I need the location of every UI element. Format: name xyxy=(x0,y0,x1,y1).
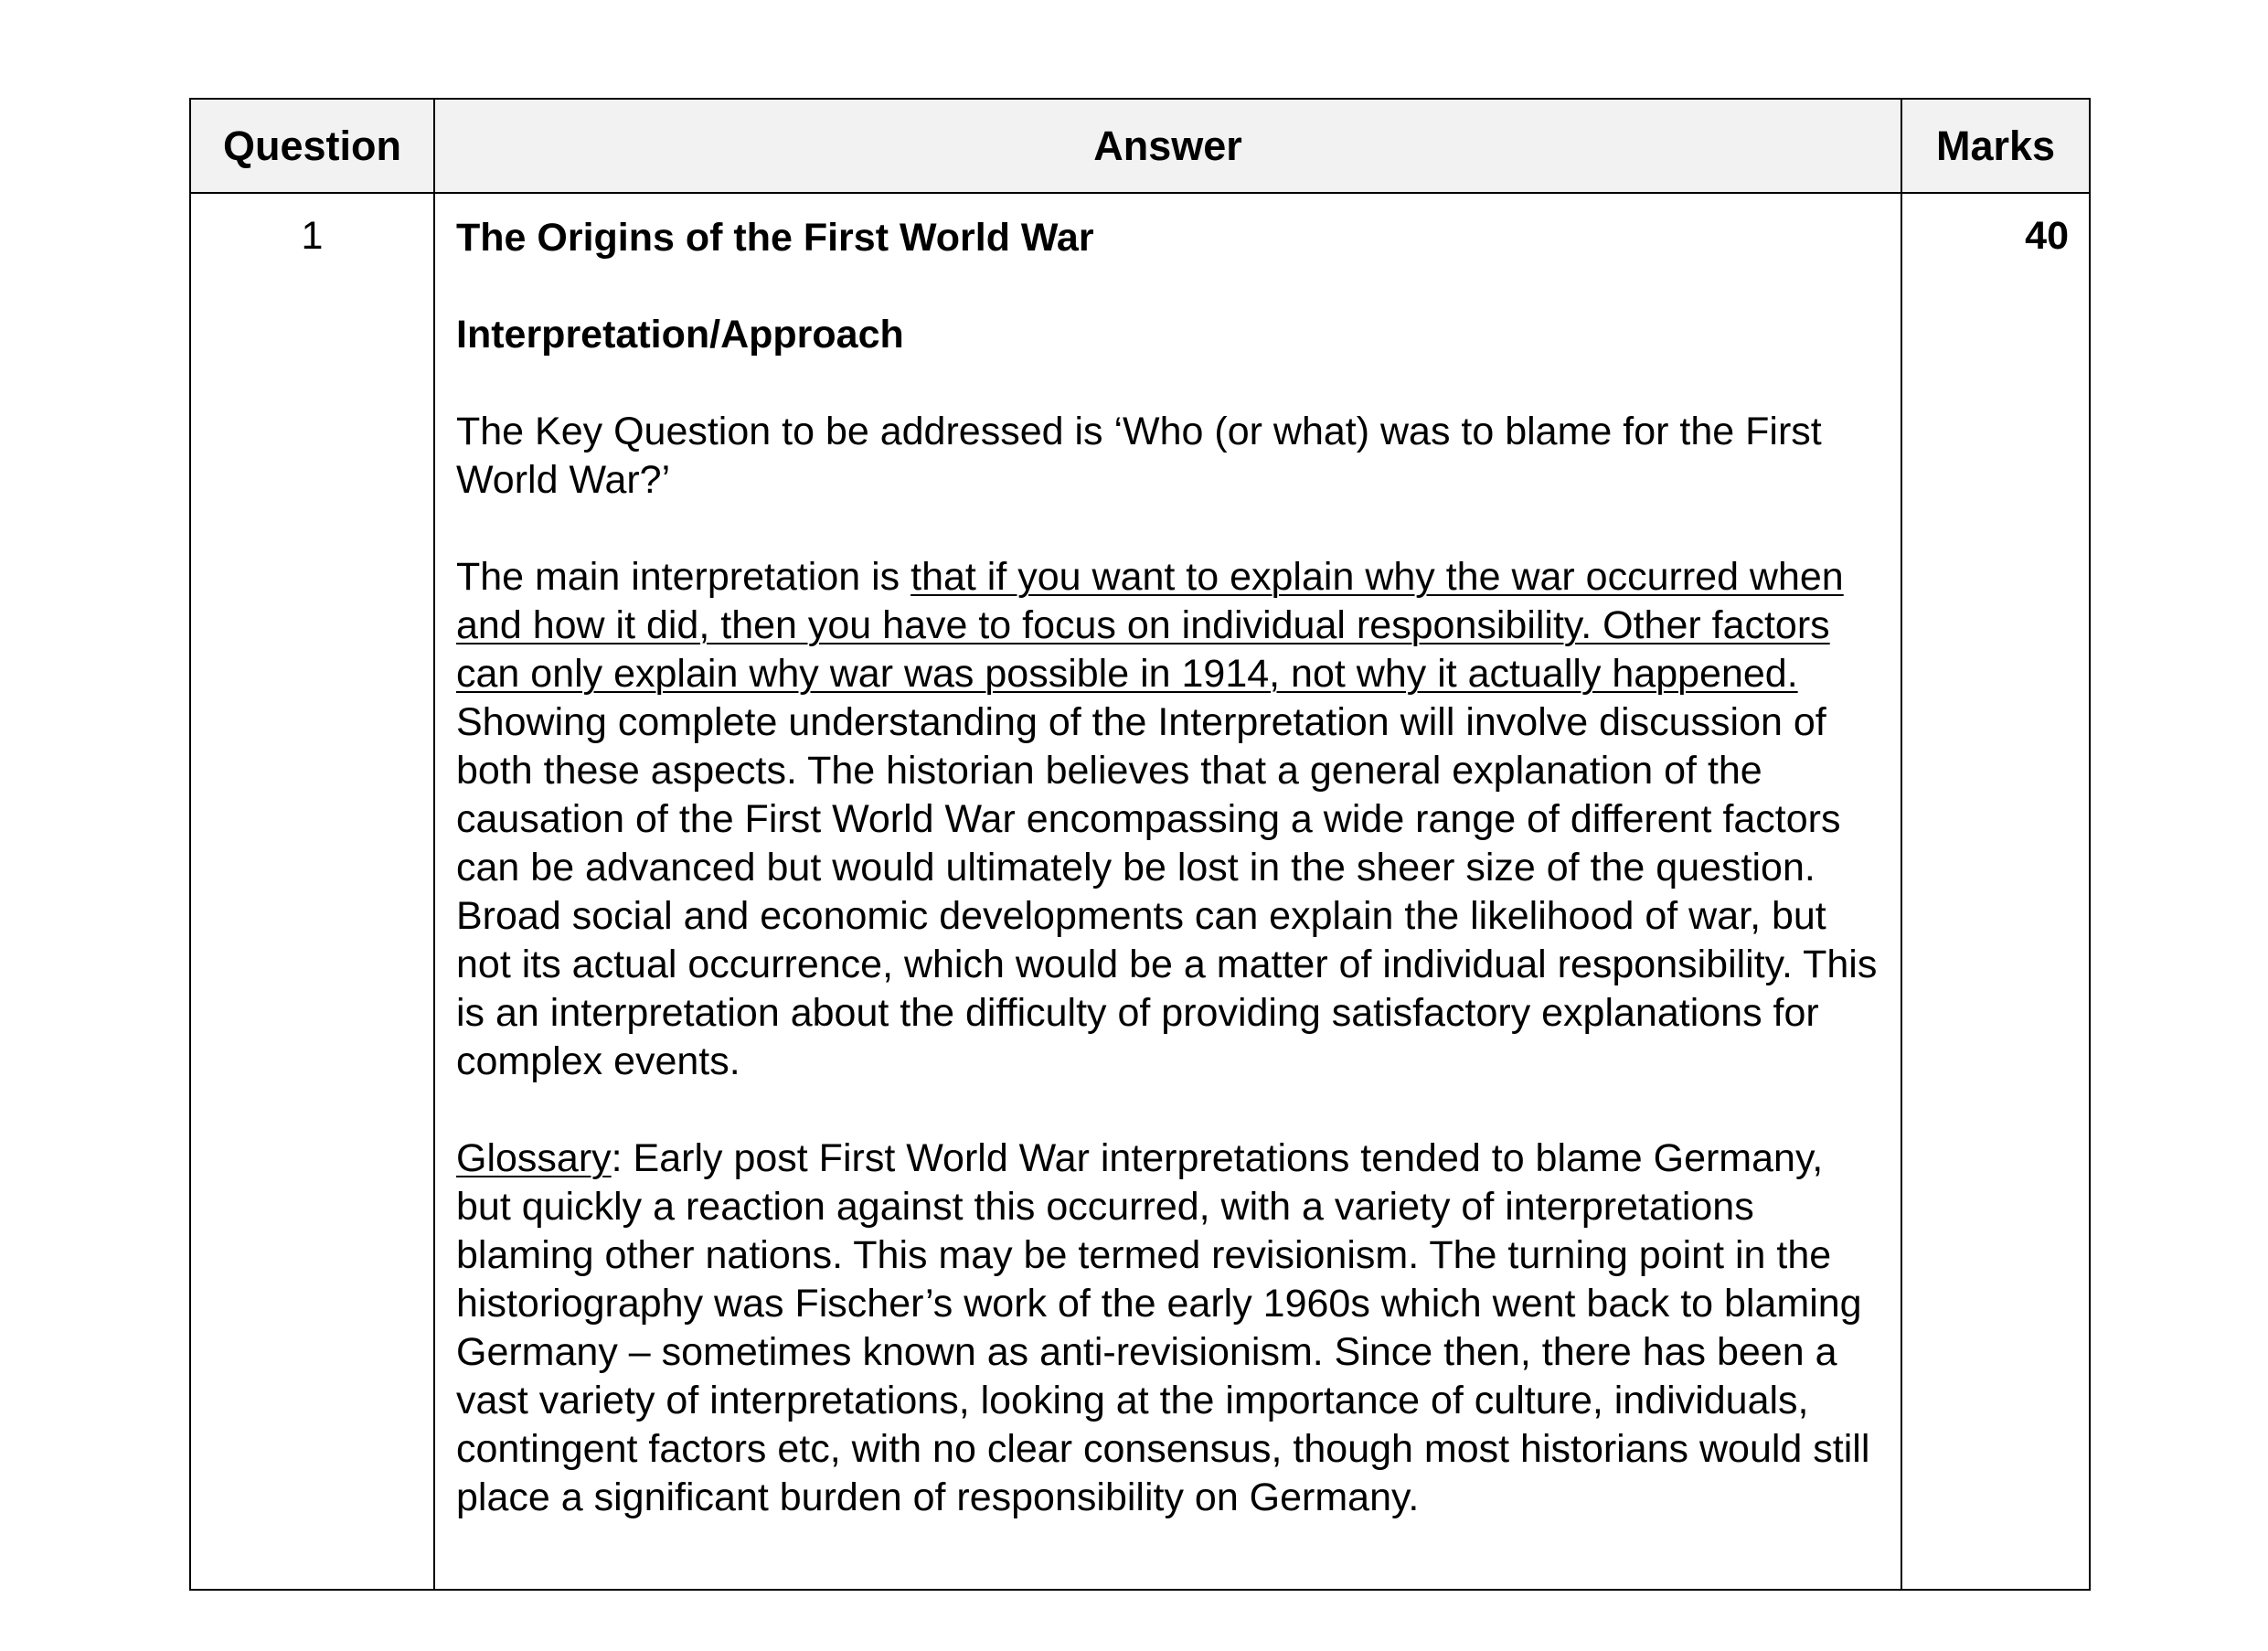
table-row xyxy=(190,193,2090,1590)
interpretation-paragraph xyxy=(456,553,1880,1086)
header-row xyxy=(190,99,2090,193)
mark-scheme-table xyxy=(189,98,2091,1591)
glossary-paragraph xyxy=(456,1134,1880,1522)
interpretation-lead: The main interpretation is xyxy=(456,555,911,599)
subheading: Interpretation/Approach xyxy=(456,313,904,357)
glossary-label: Glossary xyxy=(456,1136,612,1180)
glossary-text: : Early post First World War interpretations tended to blame Germany, but quickly a reaction against this occurred, with a variety of interpretations blaming other nations. This may be termed revisionism. The turning point in the historiography was Fischer’s work of the early 1960s which went back to blaming Germany – sometimes known as anti-revisionism. Since then, there has been a vast variety of interpretations, looking at the importance of culture, individuals, contingent factors etc, with no clear consensus, though most historians would still place a significant burden of responsibility on Germany. xyxy=(456,1136,1870,1519)
answer-cell xyxy=(434,193,1901,1590)
answer-column-header: Answer xyxy=(434,99,1901,193)
marks-value: 40 xyxy=(1901,193,2090,1590)
interpretation-underlined: that if you want to explain why the war occurred when and how it did, then you have to focus on individual responsibility. Other factors can only explain why war was possible in 1914, not why it actually happened. xyxy=(456,555,1844,696)
question-number: 1 xyxy=(190,193,434,1590)
question-title: The Origins of the First World War xyxy=(456,216,1094,260)
question-column-header: Question xyxy=(190,99,434,193)
key-question-paragraph: The Key Question to be addressed is ‘Who (or what) was to blame for the First World War?’ xyxy=(456,410,1822,502)
interpretation-rest: Showing complete understanding of the Interpretation will involve discussion of both these aspects. The historian believes that a general explanation of the causation of the First World War encompassing a wide range of different factors can be advanced but would ultimately be lost in the sheer size of the question. Broad social and economic developments can explain the likelihood of war, but not its actual occurrence, which would be a matter of individual responsibility. This is an interpretation about the difficulty of providing satisfactory explanations for complex events. xyxy=(456,700,1878,1083)
marks-column-header: Marks xyxy=(1901,99,2090,193)
